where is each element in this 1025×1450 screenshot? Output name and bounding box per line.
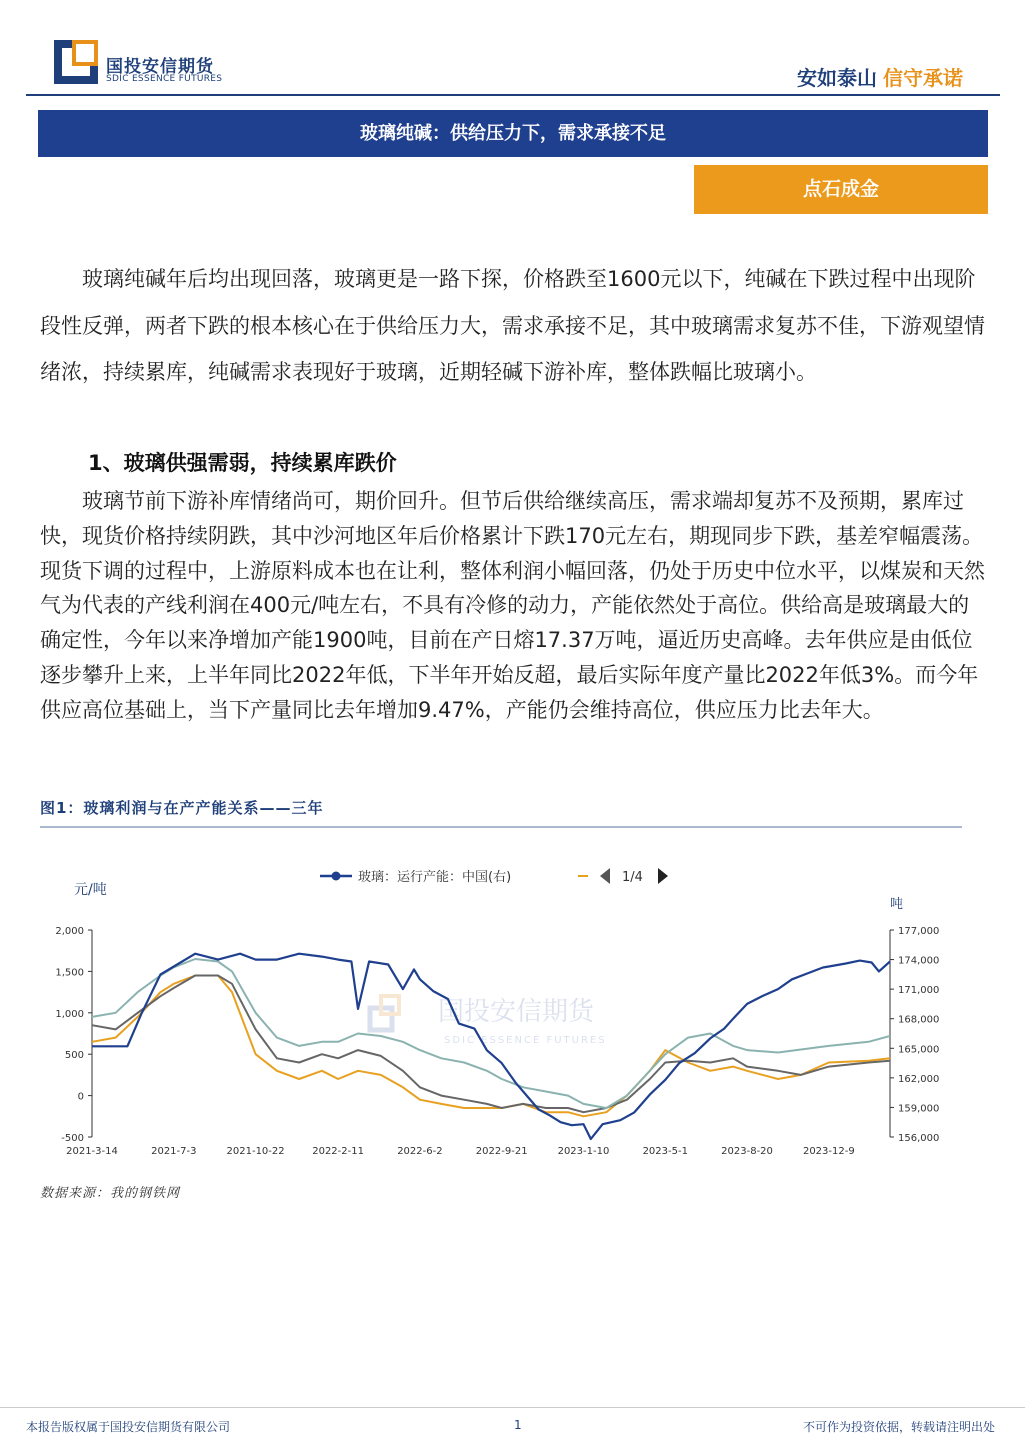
section-heading: 1、玻璃供强需弱，持续累库跌价 [88,451,397,475]
legend-marker [332,872,341,881]
x-tick-label: 2022-6-2 [397,1146,443,1157]
slogan-part2: 信守承诺 [883,66,963,90]
figure-title: 图1：玻璃利润与在产产能关系——三年 [40,799,324,817]
watermark-cn: 国投安信期货 [438,997,595,1027]
left-tick-label: 1,000 [55,1008,84,1020]
right-tick-label: 168,000 [898,1014,940,1026]
right-tick-label: 156,000 [898,1133,940,1144]
column-tag: 点石成金 [694,165,988,214]
footer-copyright: 本报告版权属于国投安信期货有限公司 [26,1420,231,1434]
x-tick-label: 2021-3-14 [66,1146,118,1157]
figure-source: 数据来源：我的钢铁网 [40,1186,181,1201]
right-tick-label: 162,000 [898,1073,940,1085]
legend-next-icon[interactable] [658,868,668,884]
page-header [0,0,1025,100]
left-tick-label: 2,000 [55,926,84,937]
chart-series [92,954,890,1139]
slogan [797,62,963,91]
right-tick-label: 177,000 [898,926,940,937]
x-tick-label: 2022-2-11 [312,1146,364,1157]
slogan-part1: 安如泰山 [797,66,877,90]
logo-en-text: SDIC ESSENCE FUTURES [106,74,223,84]
x-tick-label: 2021-7-3 [151,1146,197,1157]
logo-cn-text: 国投安信期货 [106,57,214,77]
series-line-capacity [92,954,890,1139]
chart-legend [320,868,668,885]
profit-capacity-chart [40,838,962,1163]
x-tick-label: 2023-12-9 [802,1146,855,1157]
left-axis-unit: 元/吨 [74,882,107,898]
series-line-profit-2 [92,959,890,1108]
right-axis-unit: 吨 [890,897,904,912]
right-tick-label: 165,000 [898,1044,940,1056]
legend-label: 玻璃：运行产能：中国(右) [358,870,512,885]
chart-watermark [370,996,607,1046]
legend-prev-icon[interactable] [600,868,610,884]
x-tick-label: 2022-9-21 [475,1146,528,1157]
left-tick-label: 500 [64,1050,84,1062]
header-divider [26,94,1000,96]
section-body: 玻璃节前下游补库情绪尚可，期价回升。但节后供给继续高压，需求端却复苏不及预期，累库过快，现货价格持续阴跌，其中沙河地区年后价格累计下跌170元左右，期现同步下跌，基差窄幅震荡。现货下调的过程中，上游原料成本也在让利，整体利润小幅回落，仍处于历史中位水平，以煤炭和天然气为代表的产线利润在400元/吨左右，不具有冷修的动力，产能依然处于高位。供给高是玻璃最大的确定性，今年以来净增加产能1900吨，目前在产日熔17.37万吨，逼近历史高峰。去年供应是由低位逐步攀升上来，上半年同比2022年低，下半年开始反超，最后实际年度产量比2022年低3%。而今年供应高位基础上，当下产量同比去年增加9.47%，产能仍会维持高位，供应压力比去年大。 [40,489,985,722]
footer-divider [0,1407,1025,1408]
report-title: 玻璃纯碱：供给压力下，需求承接不足 [38,110,988,157]
right-tick-label: 171,000 [898,985,940,997]
watermark-en: SDIC ESSENCE FUTURES [444,1035,607,1046]
x-tick-label: 2023-5-1 [642,1146,688,1157]
company-logo-icon [54,40,98,84]
x-tick-label: 2021-10-22 [226,1146,285,1157]
legend-page: 1/4 [622,870,643,885]
left-tick-label: -500 [61,1133,84,1144]
x-tick-label: 2023-1-10 [557,1146,610,1157]
left-tick-label: 1,500 [55,967,84,979]
right-tick-label: 174,000 [898,955,940,967]
footer-disclaimer: 不可作为投资依据，转载请注明出处 [802,1420,995,1434]
intro-paragraph: 玻璃纯碱年后均出现回落，玻璃更是一路下探，价格跌至1600元以下，纯碱在下跌过程中出现阶段性反弹，两者下跌的根本核心在于供给压力大，需求承接不足，其中玻璃需求复苏不佳，下游观望情绪浓，持续累库，纯碱需求表现好于玻璃，近期轻碱下游补库，整体跌幅比玻璃小。 [40,267,985,384]
footer-page-number: 1 [514,1418,522,1432]
x-tick-label: 2023-8-20 [721,1146,773,1157]
right-tick-label: 159,000 [898,1103,940,1115]
figure-divider [40,826,962,828]
left-tick-label: 0 [77,1091,84,1103]
